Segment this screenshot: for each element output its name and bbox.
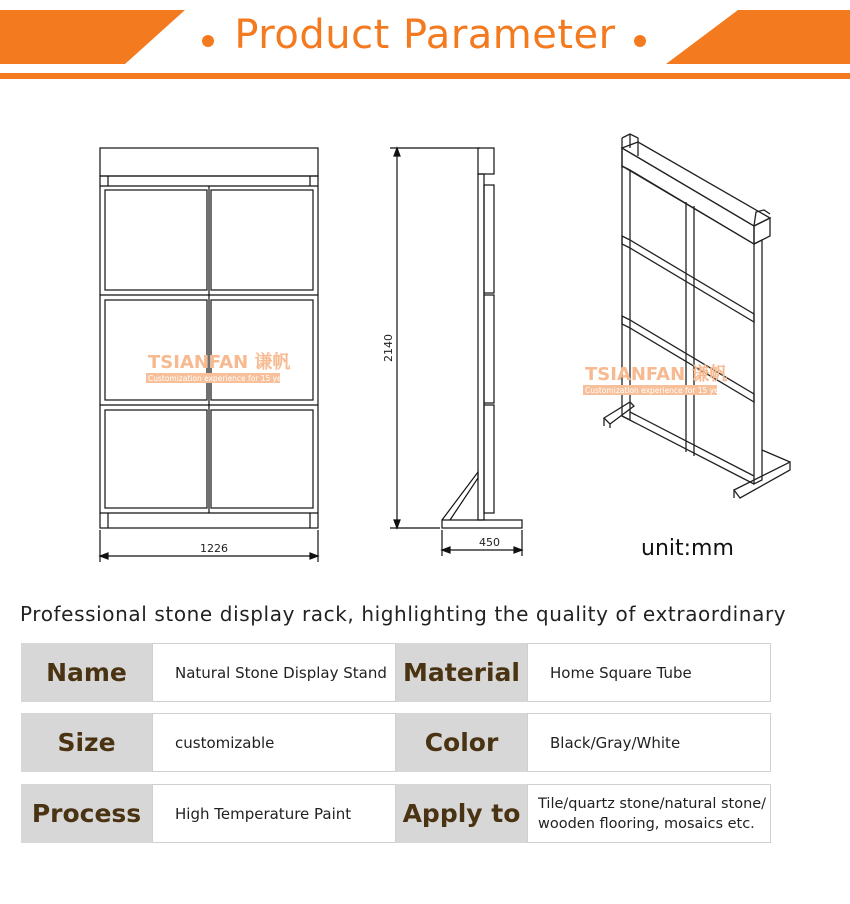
watermark-tagline-text: Customization experience for 15 years [585, 386, 731, 395]
spec-label-color: Color [396, 713, 527, 772]
spec-label-size: Size [21, 713, 152, 772]
spec-label-material: Material [396, 643, 527, 702]
technical-drawings [0, 100, 850, 580]
watermark-brand-text: TSIANFAN 谦帆 [148, 352, 291, 373]
spec-label-apply-to: Apply to [396, 784, 527, 843]
drawing-watermark-left [146, 351, 293, 383]
header-banner [0, 0, 850, 80]
side-view-drawing [390, 148, 522, 556]
spec-value-process: High Temperature Paint [152, 784, 396, 843]
isometric-view-drawing [604, 134, 790, 498]
header-underline [0, 73, 850, 79]
depth-dimension-label: 450 [479, 536, 500, 549]
drawing-watermark-right [583, 363, 730, 395]
height-dimension-label: 2140 [382, 334, 395, 362]
spec-value-apply-to [527, 784, 771, 843]
spec-value-size: customizable [152, 713, 396, 772]
width-dimension-label: 1226 [200, 542, 228, 555]
spec-value-name: Natural Stone Display Stand [152, 643, 396, 702]
spec-value-color: Black/Gray/White [527, 713, 771, 772]
spec-value-apply-to-line-2: wooden flooring, mosaics etc. [538, 815, 755, 832]
watermark-brand-text: TSIANFAN 谦帆 [585, 364, 728, 385]
spec-label-process: Process [21, 784, 152, 843]
watermark-tagline-text: Customization experience for 15 years [148, 374, 294, 383]
product-subtitle: Professional stone display rack, highlighting the quality of extraordinary [20, 602, 787, 626]
unit-label: unit:mm [641, 536, 734, 561]
drawing-canvas [0, 100, 850, 580]
spec-value-apply-to-line-1: Tile/quartz stone/natural stone/ [538, 795, 767, 812]
spec-label-name: Name [21, 643, 152, 702]
page-title: Product Parameter [234, 12, 616, 58]
spec-value-material: Home Square Tube [527, 643, 771, 702]
